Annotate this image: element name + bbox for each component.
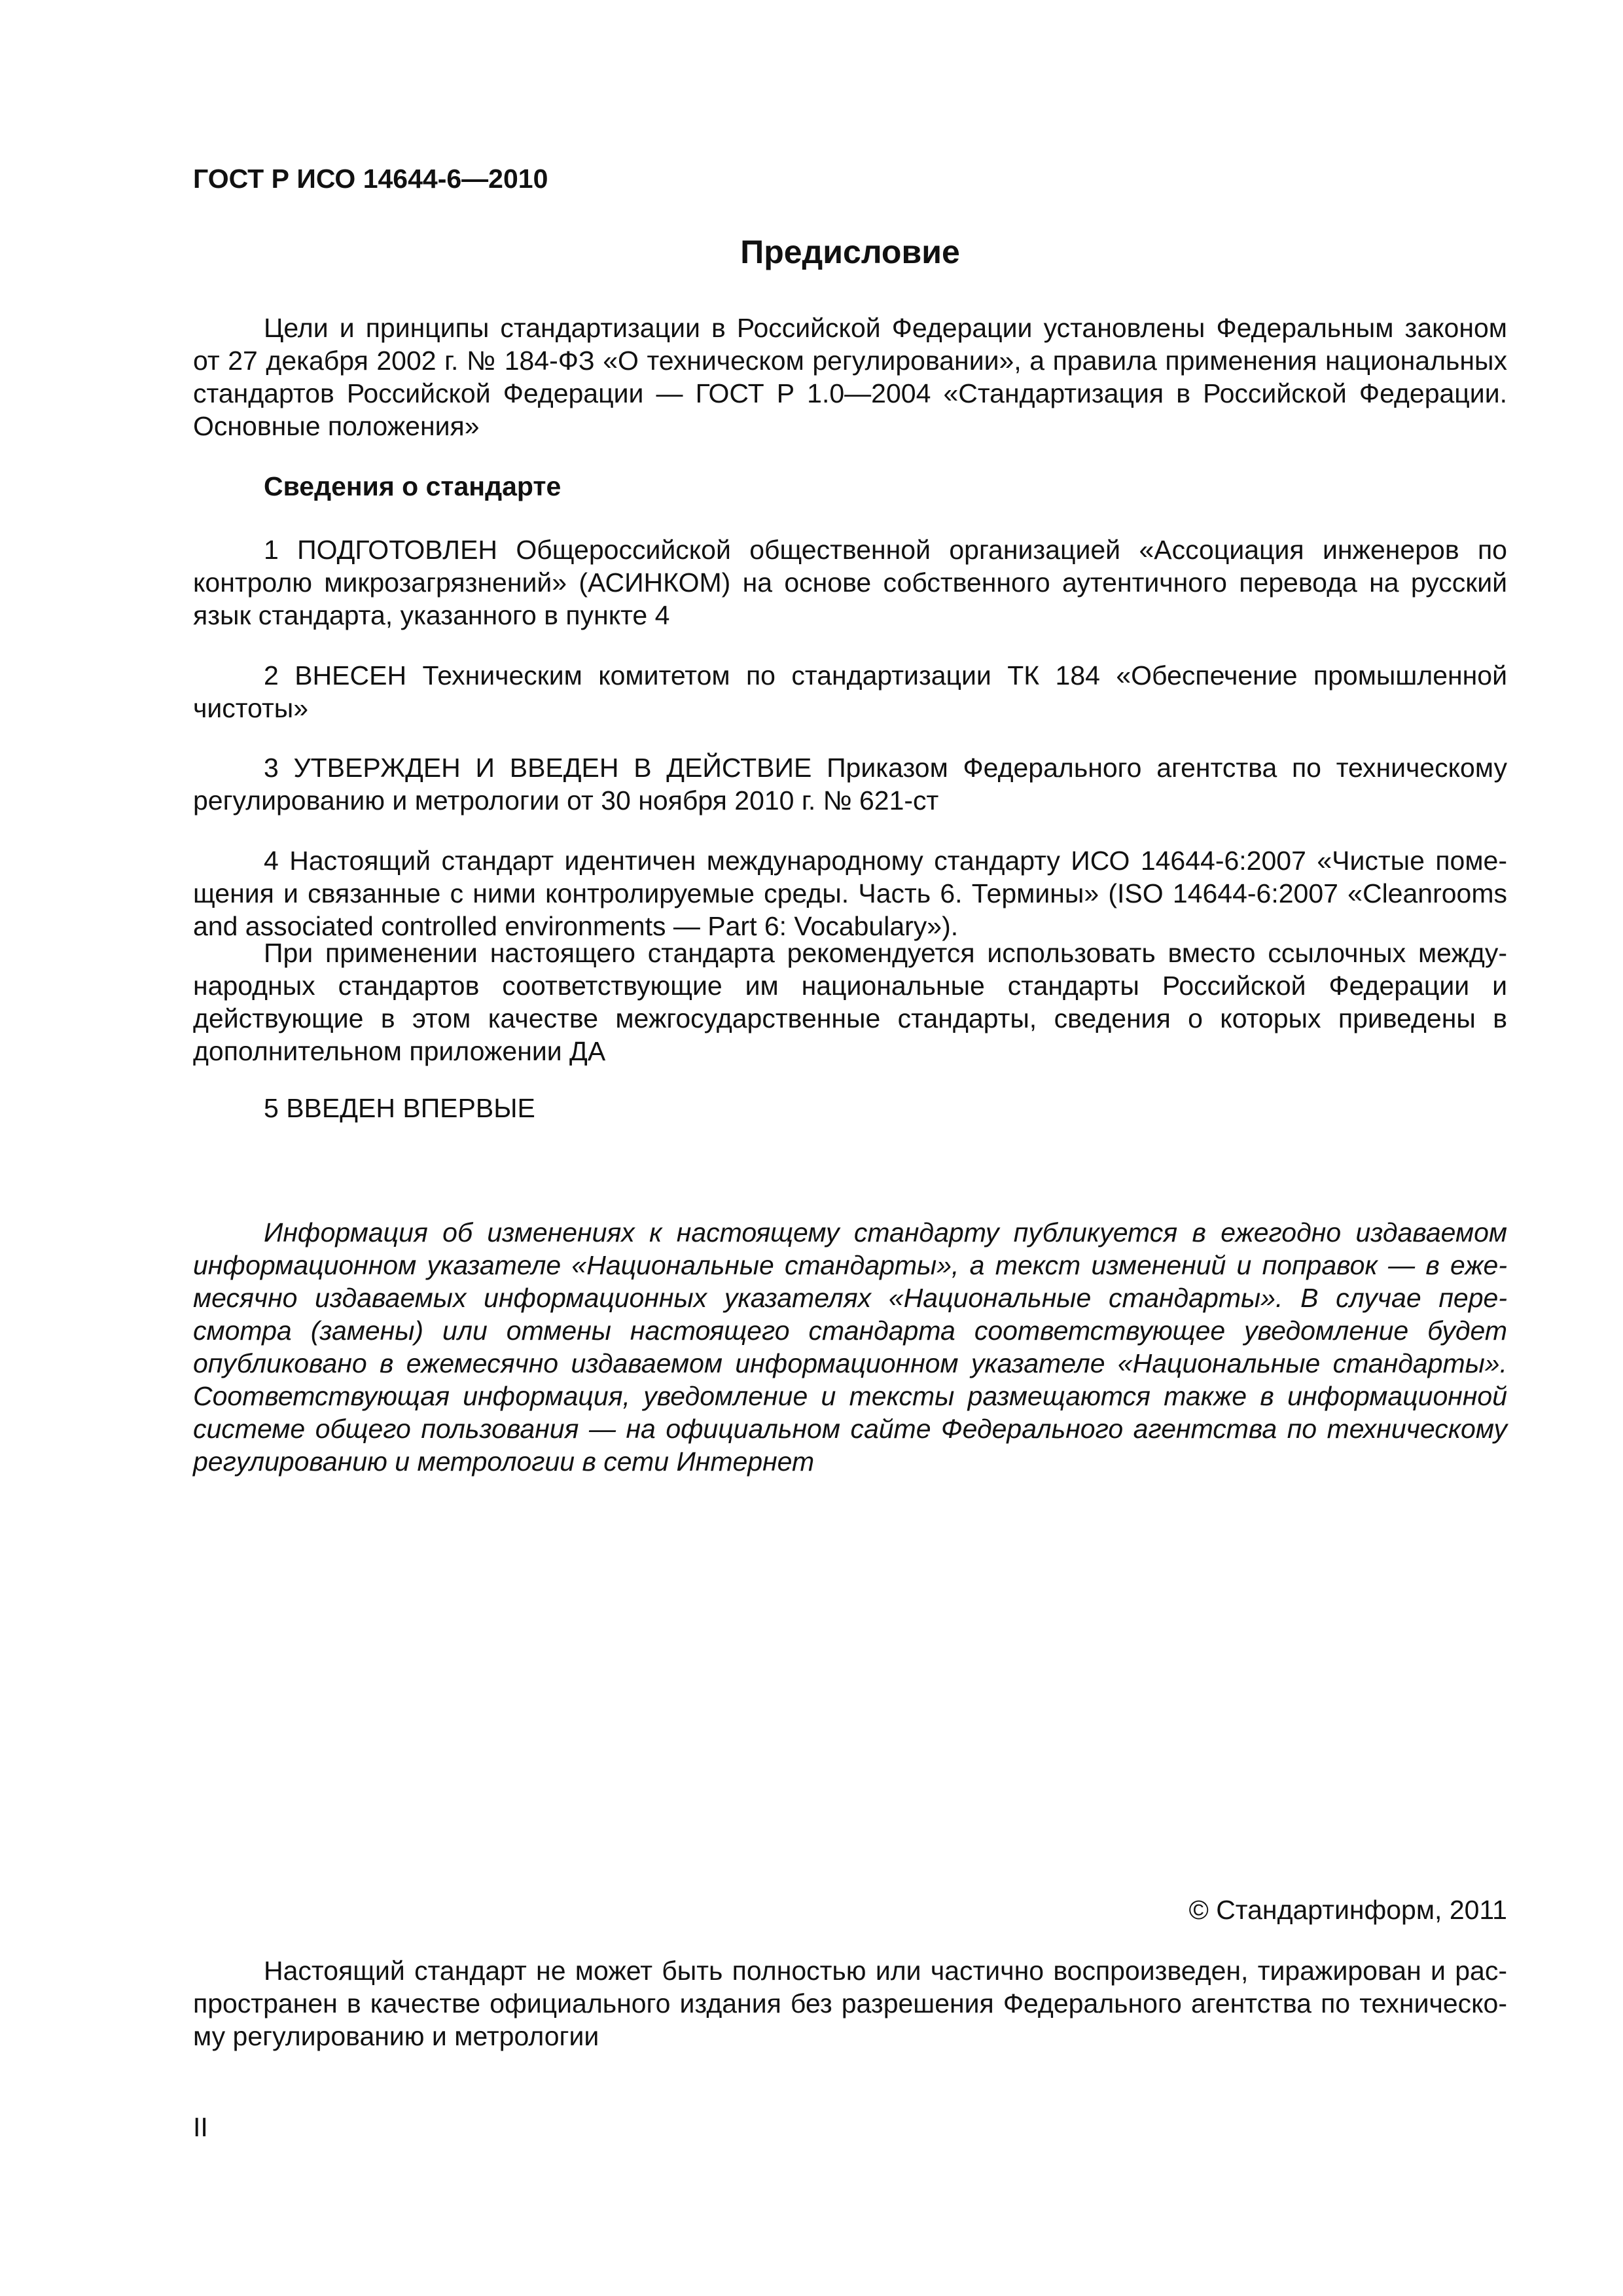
info-notice: Информация об изменениях к настоящему стандарту публикуется в ежегодно издаваемом информационном указателе «Национальные стандарты», а текст изменений и поправок — в ежемесячно издаваемых информационных указателях «Национальные стандарты». В случае пересмотра (замены) или отмены настоящего стандарта соответствующее уведомление будет опубликовано в ежемесячно издаваемом информационном указателе «Национальные стандарты». Соответствующая информация, уведомление и тексты размещаются также в информационной системе общего пользования — на официальном сайте Федерального агентства по техническому регулированию и метрологии в сети Интернет xyxy=(193,1217,1507,1477)
item-3: 3 УТВЕРЖДЕН И ВВЕДЕН В ДЕЙСТВИЕ Приказом Федерального агентства по техническому регулированию и метрологии от 30 ноября 2010 г. № 621-ст xyxy=(193,753,1507,816)
reproduction-notice: Настоящий стандарт не может быть полностью или частично воспроизведен, тиражирован и распространен в качестве официального издания без разрешения Федерального агентства по техническому регулированию и метрологии xyxy=(193,1956,1507,2051)
section-heading: Сведения о стандарте xyxy=(264,471,562,501)
copyright: © Стандартинформ, 2011 xyxy=(1188,1895,1507,1925)
intro-paragraph: Цели и принципы стандартизации в Российской Федерации установлены Федеральным законом от 27 декабря 2002 г. № 184-ФЗ «О техническом регулировании», а правила применения национальных стандартов Российской Федерации — ГОСТ Р 1.0—2004 «Стандартизация в Российской Федерации. Основные положения» xyxy=(193,313,1507,441)
item-5: 5 ВВЕДЕН ВПЕРВЫЕ xyxy=(264,1093,535,1123)
item-2: 2 ВНЕСЕН Техническим комитетом по стандартизации ТК 184 «Обеспечение промышленной чистоты» xyxy=(193,660,1507,723)
item-4: 4 Настоящий стандарт идентичен международному стандарту ИСО 14644-6:2007 «Чистые помещения и связанные с ними контролируемые среды. Часть 6. Термины» (ISO 14644-6:2007 «Cleanrooms and associated controlled environments — Part 6: Vocabulary»). xyxy=(193,846,1507,941)
document-code: ГОСТ Р ИСО 14644-6—2010 xyxy=(193,164,548,194)
page-number: II xyxy=(193,2112,208,2142)
item-4-note: При применении настоящего стандарта рекомендуется использовать вместо ссылочных международных стандартов соответствующие им национальные стандарты Российской Федерации и действующие в этом качестве межгосударственные стандарты, сведения о которых приведены в дополнительном приложении ДА xyxy=(193,938,1507,1066)
page-title: Предисловие xyxy=(740,234,960,270)
item-1: 1 ПОДГОТОВЛЕН Общероссийской общественной организацией «Ассоциация инженеров по контролю микрозагрязнений» (АСИНКОМ) на основе собственного аутентичного перевода на русский язык стандарта, указанного в пункте 4 xyxy=(193,535,1507,630)
